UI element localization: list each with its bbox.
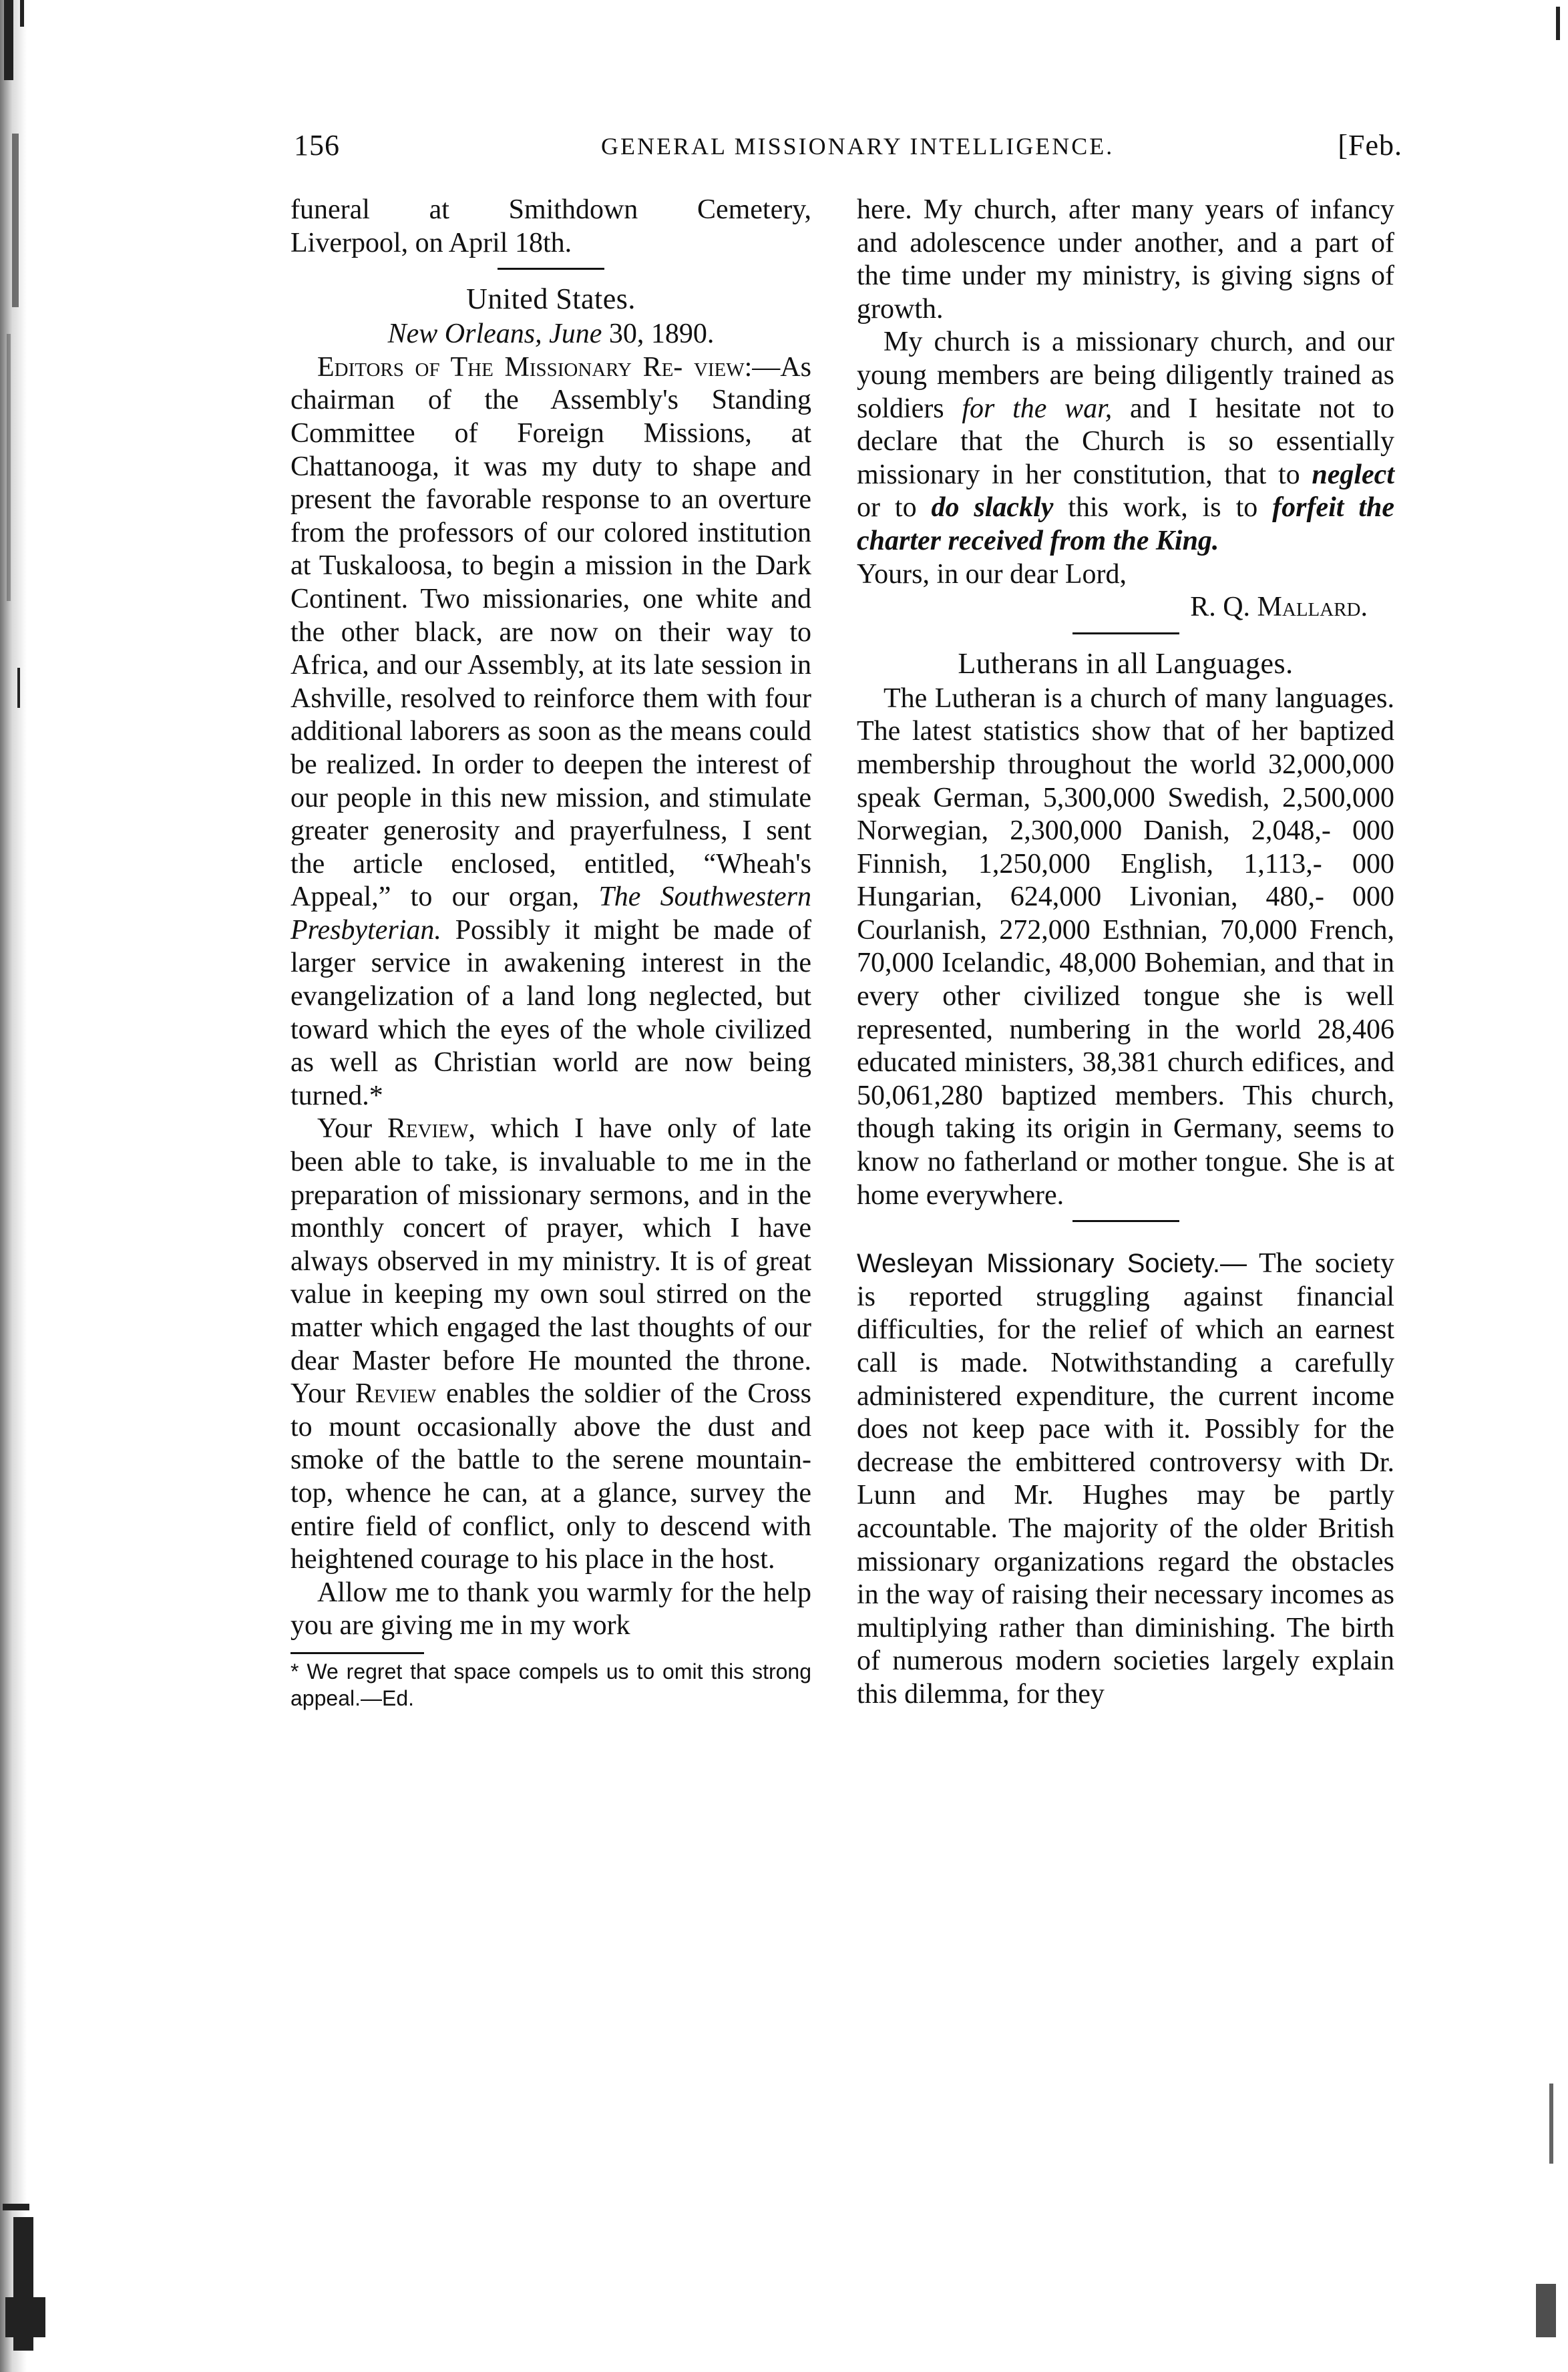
- section-title-united-states: United States.: [466, 282, 636, 316]
- running-header: [294, 128, 1402, 168]
- paragraph-2-text: , which I have only of late been able to take, is invaluable to me in the preparation of missionary sermons, and in the monthly concert of prayer, which I have always observed in my ministry. It is of great value in keeping my own soul stirred on the matter which engaged the last thoughts of our dear Master before He mounted the throne. Your: [290, 1113, 812, 1410]
- organ-name: The Southwestern Presbyterian.: [290, 881, 812, 946]
- wesleyan-paragraph: [857, 1247, 1394, 1711]
- dateline: [290, 318, 811, 351]
- letter-paragraph-3: Allow me to thank you warmly for the help you are giving me in my work: [290, 1577, 811, 1641]
- wesleyan-text: The society is reported struggling against financial difficulties, for the relief of which an earnest call is made. Notwithstanding a carefully administered expenditure, the current income does not keep pace with it. Possibly for the decrease the embittered controversy with Dr. Lunn and Mr. Hughes may be partly accountable. The majority of the older British missionary organizations regard the obstacles in the way of raising their necessary incomes as multiplying rather than diminishing. The birth of numerous modern societies largely explain this dilemma, for they: [857, 1248, 1394, 1710]
- section-divider: [498, 268, 604, 270]
- review-word-2: Review: [355, 1378, 437, 1410]
- dateline-date: 30, 1890.: [608, 319, 715, 350]
- running-title: GENERAL MISSIONARY INTELLIGENCE.: [601, 133, 1115, 160]
- footnote: * We regret that space compels us to omit this strong appeal.—Ed.: [290, 1659, 811, 1710]
- wesleyan-runin-head: Wesleyan Missionary Society.—: [857, 1249, 1247, 1279]
- valediction: Yours, in our dear Lord,: [857, 558, 1127, 590]
- neglect-word: neglect: [1312, 459, 1394, 490]
- letter-paragraph-2: [290, 1113, 811, 1576]
- letter-paragraph-1: [290, 351, 811, 1113]
- lutheran-paragraph: The Lutheran is a church of many languages. The latest statistics show that of her baptized membership throughout the world 32,000,000 speak German, 5,300,000 Swedish, 2,500,000 Norwegian, 2,300,000 Danish, 2,048,- 000 Finnish, 1,250,000 English, 1,113,- 000 Hungarian, 624,000 Livonian, 480,- 000 Courlanish, 272,000 Esthnian, 70,000 French, 70,000 Icelandic, 48,000 Bohemian, and that in every other civilized tongue she is well represented, numbering in the world 28,406 educated ministers, 38,381 church edifices, and 50,061,280 baptized members. This church, though taking its origin in Germany, seems to know no fatherland or mother tongue. She is at home everywhere.: [857, 682, 1394, 1211]
- for-the-war: for the war,: [962, 393, 1113, 424]
- issue-month: [Feb.: [1338, 129, 1402, 162]
- intro-line-2: Liverpool, on April 18th.: [290, 227, 572, 258]
- paragraph-2-start: Your: [317, 1113, 373, 1145]
- forfeit-phrase: forfeit the charter received from the King.: [857, 492, 1395, 556]
- intro-line-1: funeral at Smithdown Cemetery,: [290, 194, 811, 225]
- paragraph-2a: My church is a missionary church, and our young members are being diligently trained as soldiers: [857, 327, 1394, 424]
- section-title-lutherans: Lutherans in all Languages.: [958, 646, 1294, 680]
- signature: R. Q. Mallard.: [1190, 592, 1368, 623]
- paragraph-2b: and I hesitate not to declare that the Church is so essentially missionary in her constitution, that to: [857, 393, 1395, 490]
- continuation-paragraph: here. My church, after many years of infancy and adolescence under another, and a part of the time under my ministry, is giving signs of growth.: [857, 194, 1394, 325]
- missionary-church-paragraph: [857, 326, 1394, 558]
- right-column: [857, 194, 1394, 1712]
- left-column: [290, 194, 811, 1712]
- paragraph-2-end: enables the soldier of the Cross to mount occasionally above the dust and smoke of the battle to the serene mountain-top, whence he can, at a glance, survey the entire field of conflict, only to descend with heightened courage to his place in the host.: [290, 1378, 812, 1575]
- paragraph-1-end: Possibly it might be made of larger service in awakening interest in the evangelization of a land long neglected, but toward which the eyes of the whole civilized as well as Christian world are now being turned.*: [290, 914, 811, 1111]
- dateline-place: New Orleans, June: [387, 319, 602, 350]
- scan-mark: [1536, 2284, 1556, 2337]
- paragraph-2c: this work, is to: [1068, 492, 1258, 524]
- footnote-rule: [290, 1652, 424, 1654]
- or-to: or to: [857, 492, 917, 524]
- salutation: Editors of The Missionary Re- view: [317, 351, 745, 383]
- paragraph-1-text: :—As chairman of the Assembly's Standing Committee of Foreign Missions, at Chattanooga, it was my duty to shape and present the favorable response to an overture from the professors of our colored institution at Tuskaloosa, to begin a mission in the Dark Continent. Two missionaries, one white and the other black, are now on their way to Africa, and our Assembly, at its late session in Ashville, resolved to reinforce them with four additional laborers as soon as the means could be realized. In order to deepen the interest of our people in this new mission, and stimulate greater generosity and prayerfulness, I sent the article enclosed, entitled, “Wheah's Appeal,” to our organ,: [290, 351, 811, 913]
- review-word: Review: [387, 1113, 469, 1145]
- section-divider-3: [1072, 1220, 1179, 1222]
- scan-mark: [1549, 2084, 1553, 2164]
- scan-mark: [1556, 7, 1560, 40]
- scan-edge-shadow: [0, 0, 47, 2372]
- do-slackly: do slackly: [931, 492, 1054, 524]
- page-number: 156: [294, 129, 340, 162]
- section-divider-2: [1072, 632, 1179, 634]
